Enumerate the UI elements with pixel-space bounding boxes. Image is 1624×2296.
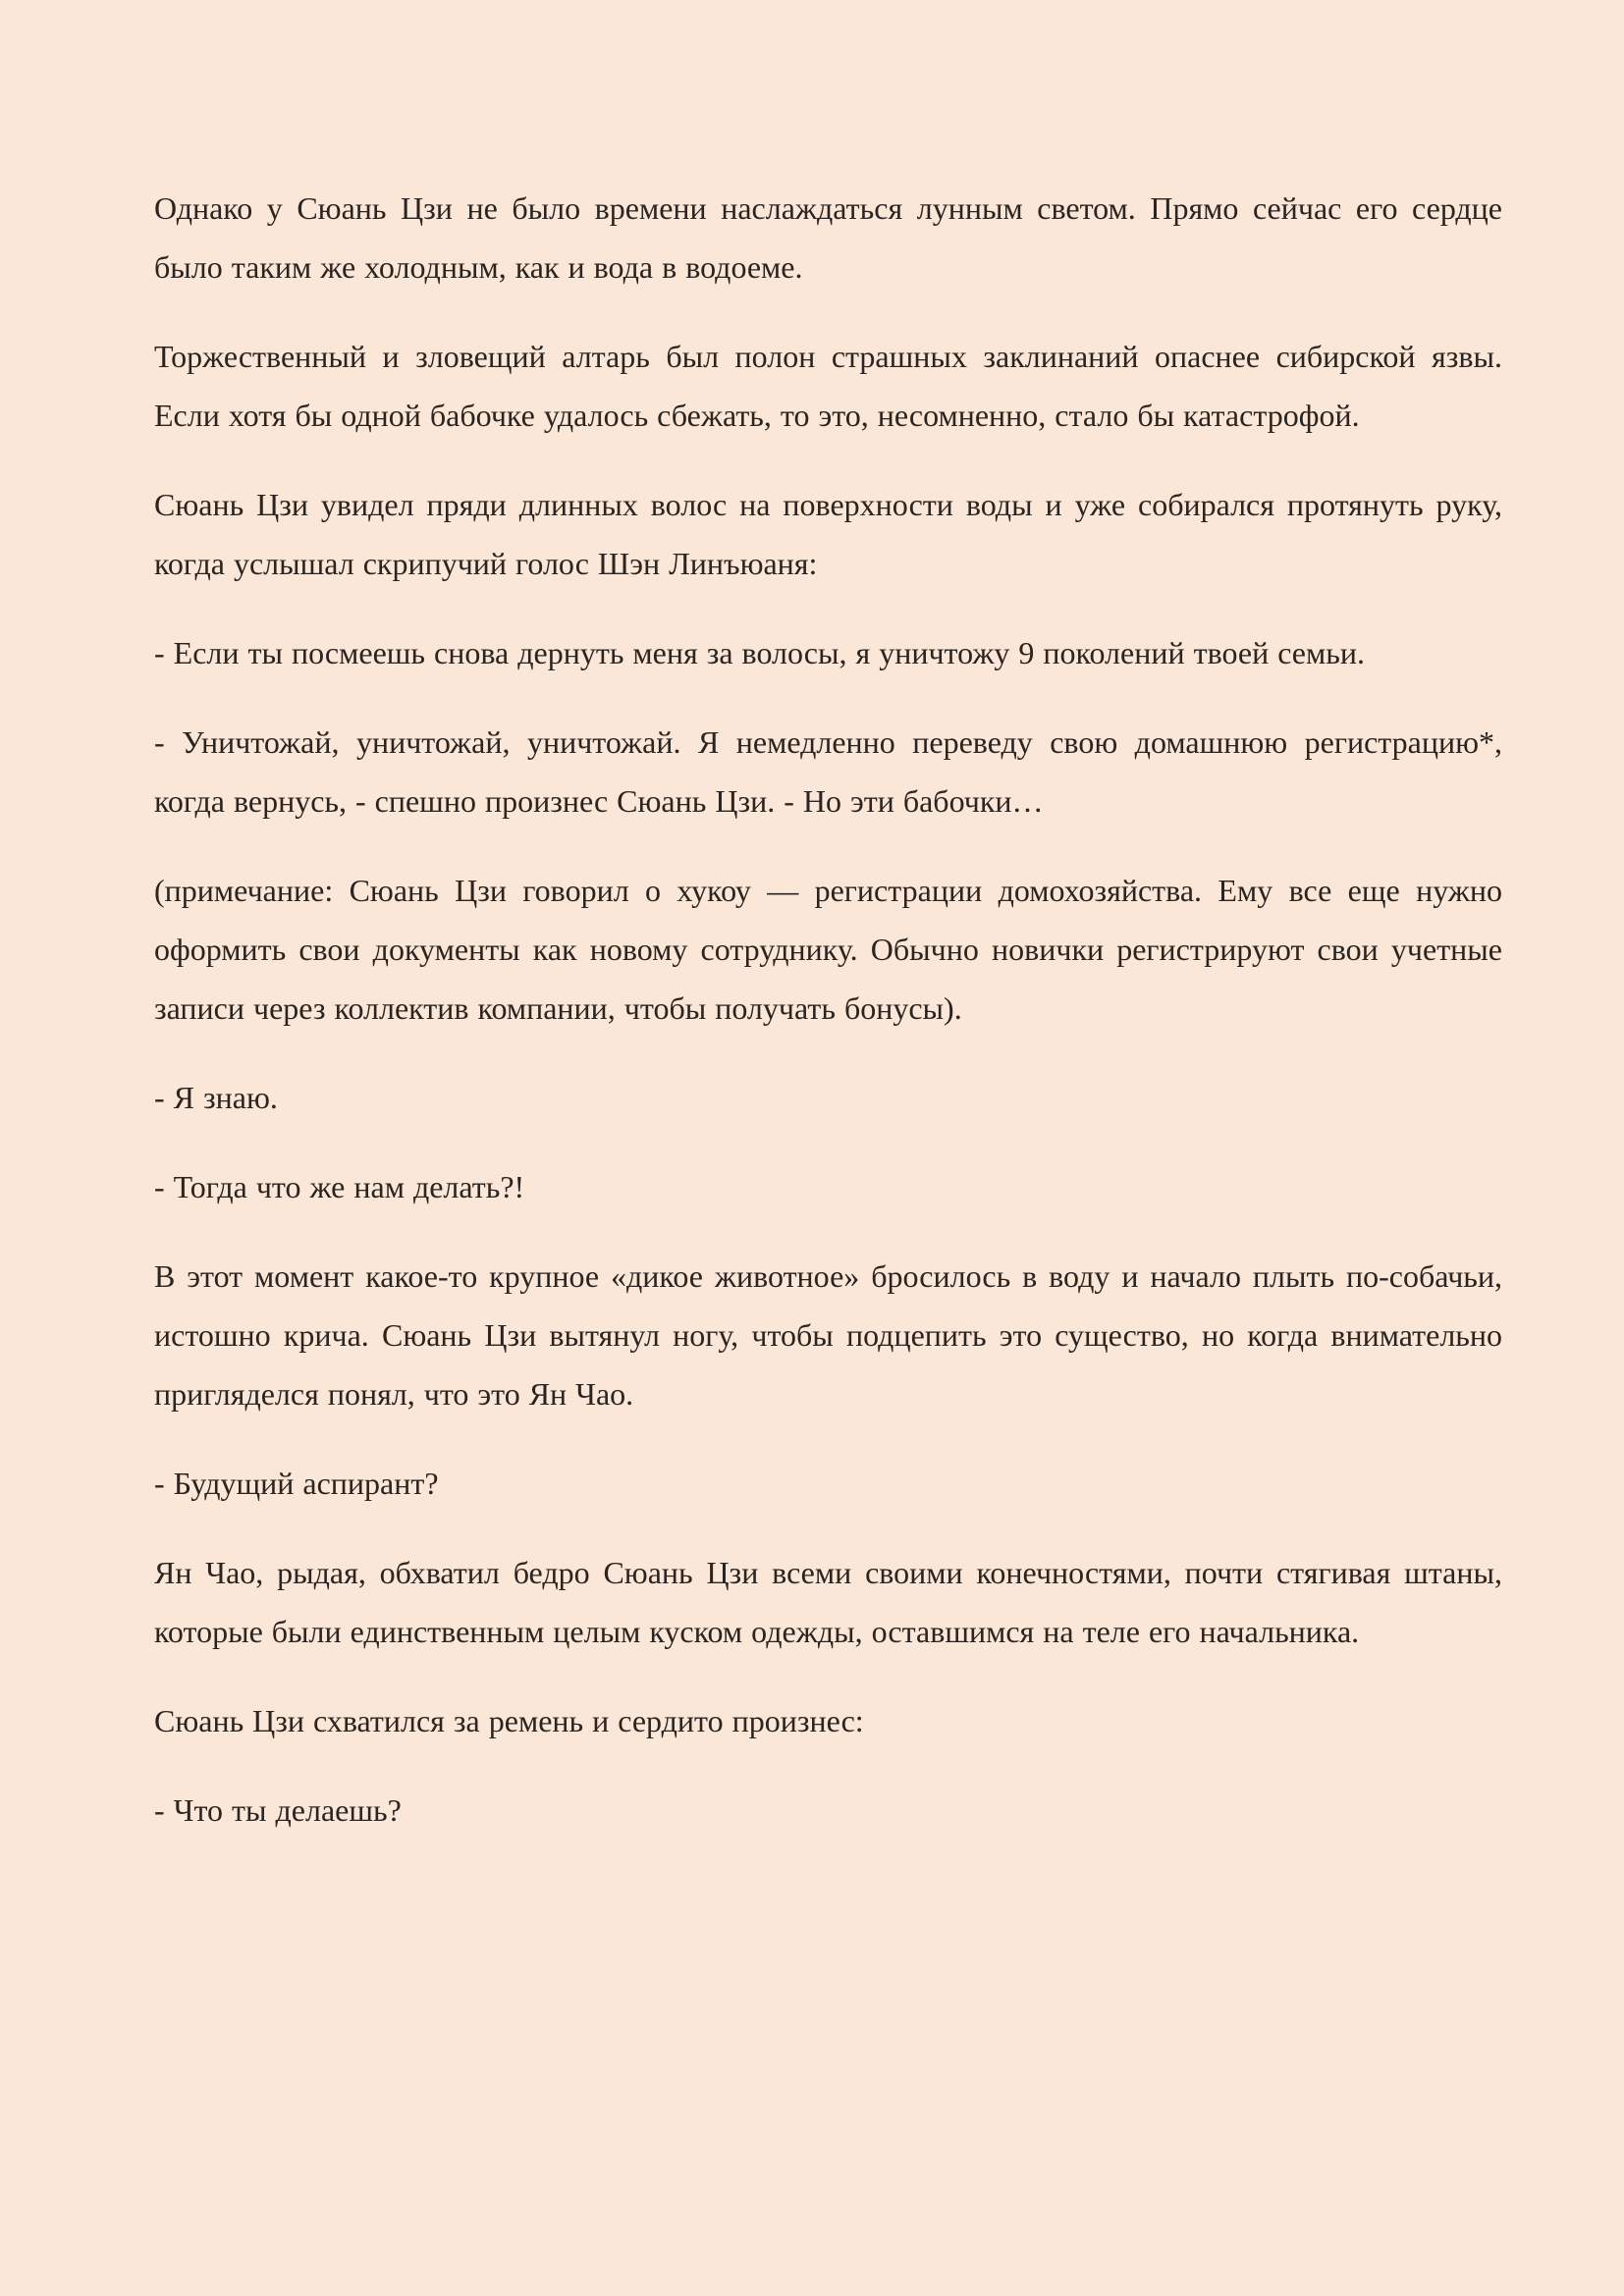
paragraph-dialogue: - Что ты делаешь? — [154, 1792, 402, 1828]
paragraph-narration: В этот момент какое-то крупное «дикое животное» бросилось в воду и начало плыть по-собачьи, истошно крича. Сюань Цзи вытянул ногу, чтобы подцепить это существо, но когда внимательно пригляделся понял, что это Ян Чао. — [154, 1258, 1502, 1412]
paragraph-narration: Сюань Цзи схватился за ремень и сердито произнес: — [154, 1703, 864, 1738]
paragraph-dialogue: - Уничтожай, уничтожай, уничтожай. Я немедленно переведу свою домашнюю регистрацию*, когда вернусь, - спешно произнес Сюань Цзи. - Но эти бабочки… — [154, 724, 1502, 819]
paragraph-narration: Сюань Цзи увидел пряди длинных волос на поверхности воды и уже собирался протянуть руку, когда услышал скрипучий голос Шэн Линъюаня: — [154, 487, 1502, 581]
paragraph-dialogue: - Я знаю. — [154, 1080, 278, 1115]
paragraph-narration: Ян Чао, рыдая, обхватил бедро Сюань Цзи всеми своими конечностями, почти стягивая штаны, которые были единственным целым куском одежды, оставшимся на теле его начальника. — [154, 1555, 1502, 1649]
paragraph-translator-note: (примечание: Сюань Цзи говорил о хукоу — регистрации домохозяйства. Ему все еще нужно оформить свои документы как новому сотруднику. Обычно новички регистрируют свои учетные записи через коллектив компании, чтобы получать бонусы). — [154, 873, 1502, 1026]
paragraph-narration: Однако у Сюань Цзи не было времени наслаждаться лунным светом. Прямо сейчас его сердце было таким же холодным, как и вода в водоеме. — [154, 190, 1502, 285]
book-page-text — [154, 179, 1502, 1870]
paragraph-dialogue: - Будущий аспирант? — [154, 1466, 439, 1501]
paragraph-dialogue: - Тогда что же нам делать?! — [154, 1169, 525, 1204]
paragraph-narration: Торжественный и зловещий алтарь был полон страшных заклинаний опаснее сибирской язвы. Если хотя бы одной бабочке удалось сбежать, то это, несомненно, стало бы катастрофой. — [154, 339, 1502, 433]
paragraph-dialogue: - Если ты посмеешь снова дернуть меня за волосы, я уничтожу 9 поколений твоей семьи. — [154, 635, 1365, 670]
